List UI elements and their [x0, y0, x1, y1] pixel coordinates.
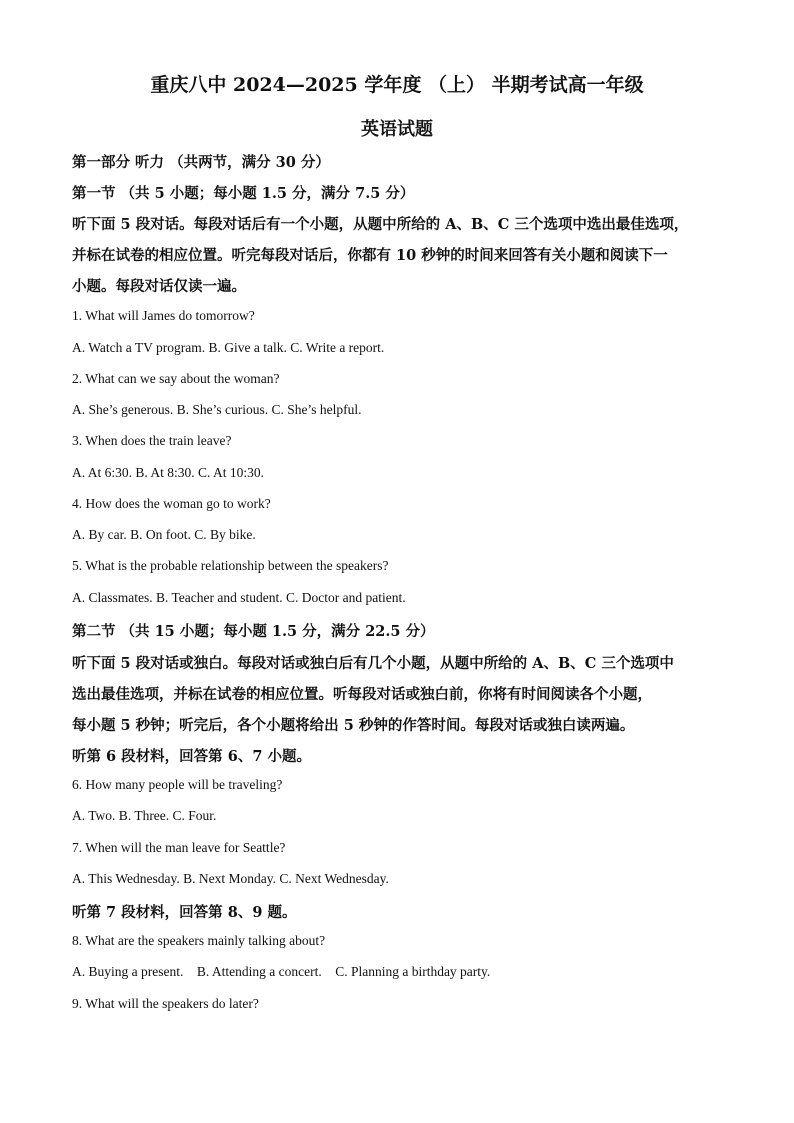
question-1: 1. What will James do tomorrow?: [72, 308, 255, 323]
section1-heading: 第一节 （共 5 小题；每小题 1.5 分，满分 7.5 分）: [72, 185, 415, 202]
group-6-heading: 听第 6 段材料，回答第 6、7 小题。: [72, 748, 311, 765]
question-2-options: A. She’s generous. B. She’s curious. C. She’s helpful.: [72, 402, 362, 417]
question-7-options: A. This Wednesday. B. Next Monday. C. Next Wednesday.: [72, 871, 389, 886]
question-8: 8. What are the speakers mainly talking about?: [72, 933, 326, 948]
section2-instruction-line: 选出最佳选项，并标在试卷的相应位置。听每段对话或独白前，你将有时间阅读各个小题，: [72, 686, 652, 703]
question-6-options: A. Two. B. Three. C. Four.: [72, 808, 217, 823]
exam-subtitle: 英语试题: [361, 119, 433, 140]
section2-heading: 第二节 （共 15 小题；每小题 1.5 分，满分 22.5 分）: [72, 623, 435, 640]
section2-instruction-line: 听下面 5 段对话或独白。每段对话或独白后有几个小题，从题中所给的 A、B、C 三个选项中: [72, 655, 674, 672]
part1-heading: 第一部分 听力 （共两节，满分 30 分）: [72, 154, 330, 171]
question-5: 5. What is the probable relationship between the speakers?: [72, 558, 389, 573]
question-5-options: A. Classmates. B. Teacher and student. C. Doctor and patient.: [72, 590, 406, 605]
group-7-heading: 听第 7 段材料，回答第 8、9 题。: [72, 904, 297, 921]
question-3: 3. When does the train leave?: [72, 433, 232, 448]
question-2: 2. What can we say about the woman?: [72, 371, 280, 386]
question-4-options: A. By car. B. On foot. C. By bike.: [72, 527, 256, 542]
question-4: 4. How does the woman go to work?: [72, 496, 271, 511]
question-8-options: A. Buying a present. B. Attending a concert. C. Planning a birthday party.: [72, 964, 491, 979]
question-1-options: A. Watch a TV program. B. Give a talk. C. Write a report.: [72, 340, 385, 355]
section2-instruction-line: 每小题 5 秒钟；听完后，各个小题将给出 5 秒钟的作答时间。每段对话或独白读两遍。: [72, 717, 635, 734]
question-7: 7. When will the man leave for Seattle?: [72, 840, 286, 855]
question-3-options: A. At 6:30. B. At 8:30. C. At 10:30.: [72, 465, 265, 480]
section1-instruction-line: 小题。每段对话仅读一遍。: [72, 278, 246, 295]
exam-title: 重庆八中 2024—2025 学年度 （上） 半期考试高一年级: [150, 74, 644, 96]
section1-instruction-line: 听下面 5 段对话。每段对话后有一个小题，从题中所给的 A、B、C 三个选项中选出最佳选项，: [72, 216, 689, 233]
question-9: 9. What will the speakers do later?: [72, 996, 259, 1011]
question-6: 6. How many people will be traveling?: [72, 777, 283, 792]
section1-instruction-line: 并标在试卷的相应位置。听完每段对话后，你都有 10 秒钟的时间来回答有关小题和阅读下一: [72, 247, 668, 264]
